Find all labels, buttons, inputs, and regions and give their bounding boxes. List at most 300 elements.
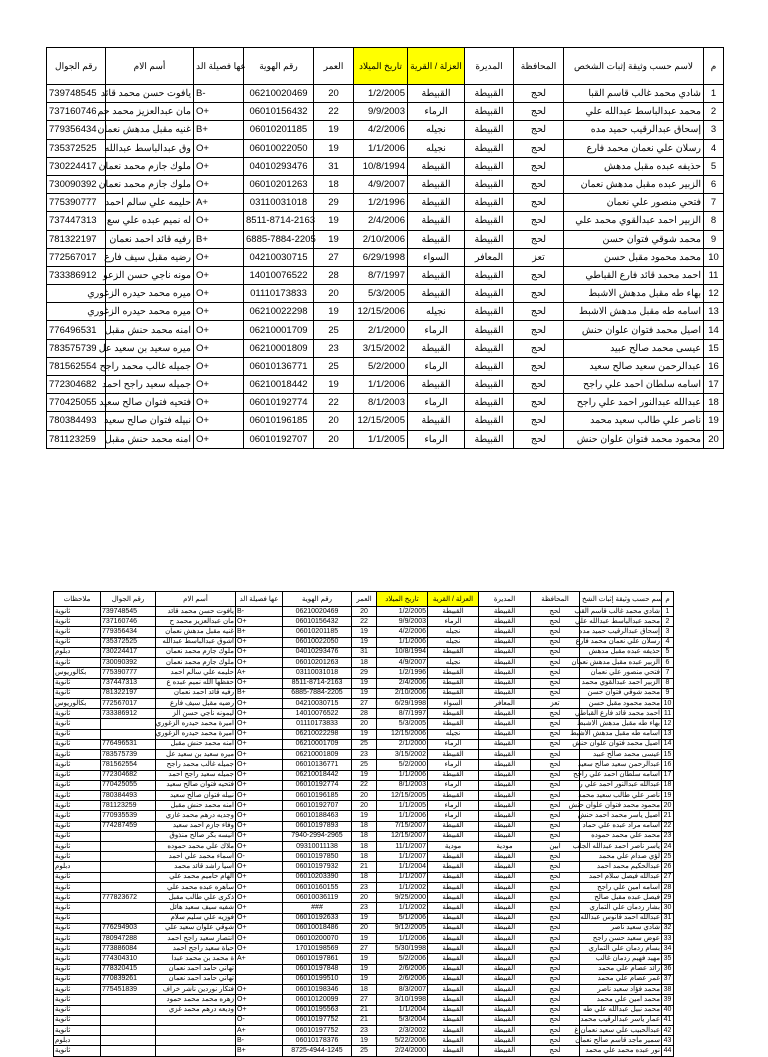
table-cell: 28 [314,266,354,284]
table-cell: ثانوية [54,934,101,944]
table-cell: حياة سعيد راجح احمد [156,944,236,954]
table-row [47,103,724,121]
table-cell: 19 [352,729,377,739]
table-cell: فتكار نوردين ناشر خراف [156,985,236,995]
table-cell: إسحاق عبدالرقيب حميد مده [580,627,662,637]
table-cell: 5 [662,647,674,657]
table-cell: O+ [236,719,283,729]
table-cell: لحج [514,430,564,448]
table-cell: القبيطة [479,944,531,954]
table-row [54,668,674,678]
table-cell: 1/1/2007 [377,852,428,862]
table-cell: O+ [236,882,283,892]
table-cell: 18 [352,985,377,995]
table-cell: 17010198569 [283,944,352,954]
table-cell: 1 [704,85,724,103]
table-cell: 43 [662,1036,674,1046]
table-cell: لحج [531,831,580,841]
table-cell: O+ [194,139,244,157]
table-cell: O+ [236,934,283,944]
table-cell: ثانوية [54,964,101,974]
table-cell: 5/1/2006 [377,913,428,923]
table-cell: لحج [531,770,580,780]
table-cell: احمد محمد قائد فارع القباطي [580,709,662,719]
table-cell: القبيطة [479,688,531,698]
table-row [54,617,674,627]
table-cell: ابين [531,842,580,852]
table-cell: 30 [662,903,674,913]
table-cell: لحج [531,739,580,749]
table-cell: القبيطة [479,1005,531,1015]
table-cell: 06010192707 [244,430,314,448]
table-cell: 20 [352,719,377,729]
table-cell: وفاء جازم احمد سعيد [156,821,236,831]
table-cell: ثانوية [54,954,101,964]
table-cell: القبيطة [465,357,514,375]
table-cell: 6 [704,175,724,193]
table-cell: بكالوريوس [54,698,101,708]
table-cell: 2/3/2002 [377,1025,428,1035]
table-cell: القبيطة [479,862,531,872]
table-cell: لحج [514,157,564,175]
table-cell [101,1046,156,1056]
table-cell: عبدالرحمن سعيد صالح سعيد [564,357,704,375]
table-cell: مان عبدالعزيز محمد ح [156,617,236,627]
table-cell: ثانوية [54,739,101,749]
table-cell [156,1046,236,1056]
table-cell: لحج [531,1005,580,1015]
table-cell: 06010036119 [283,893,352,903]
table-cell: لحج [531,790,580,800]
table-cell: ثانوية [54,750,101,760]
table-cell: القبيطة [428,995,479,1005]
table-cell: 33 [662,934,674,944]
table-cell: 773886084 [101,944,156,954]
table-cell: لحج [531,1015,580,1025]
column-header: سم حسب وثيقة إثبات الشخ [580,592,662,607]
table-cell: تهاني حامد احمد نعمان [156,964,236,974]
table-row [54,862,674,872]
table-cell: غمر عصام علي محمد [580,974,662,984]
table-cell: 16 [704,357,724,375]
table-cell: رضيه مقبل سيف فارع [106,248,194,266]
table-cell: القبيطة [428,678,479,688]
table-cell: القبيطة [408,175,465,193]
table-cell: لحج [531,668,580,678]
table-row [47,212,724,230]
column-header: عها فصيلة الد [236,592,283,607]
table-cell: 23 [352,882,377,892]
table-cell: القبيطة [428,790,479,800]
table-cell: محمد فؤاد سعيد ناصر [580,985,662,995]
table-cell: ملوك جازم محمد نعمان [156,647,236,657]
table-cell: محمد عبدالباسط عبدالله علي [580,617,662,627]
table-cell: القبيطة [479,872,531,882]
column-header: رقم الهوية [283,592,352,607]
table-cell: لحج [514,230,564,248]
table-cell: القبيطة [479,934,531,944]
table-cell: 15 [662,750,674,760]
table-cell: 3/15/2002 [377,750,428,760]
table-cell: 06210020469 [283,607,352,617]
column-header: م [704,48,724,85]
table-cell: محمد امين علي محمد [580,995,662,1005]
table-cell: 06010196185 [283,790,352,800]
table-cell: القبيطة [465,394,514,412]
table-cell: إسحاق عبدالرقيب حميد مده [564,121,704,139]
table-cell: 19 [314,230,354,248]
table-cell: لحج [531,1046,580,1056]
table-cell [101,1036,156,1046]
table-cell: 774287459 [101,821,156,831]
table-cell: 18 [704,394,724,412]
table-cell: 9/9/2003 [354,103,408,121]
table-cell: 3 [704,121,724,139]
table-cell: فيصل عبده مقبل صالح [580,893,662,903]
table-cell: مونه ناجي حسن الزعو [106,266,194,284]
column-header: العزلة / القرية [408,48,465,85]
table-cell: 1/1/2002 [377,882,428,892]
table-cell: القبيطة [465,212,514,230]
table-cell: 8511-8714-2163 [244,212,314,230]
table-cell: 8/7/1997 [377,709,428,719]
table-row [54,852,674,862]
table-cell: 1/1/2004 [377,1005,428,1015]
column-header: تاريخ الميلاد [377,592,428,607]
table-cell: فتحي منصور علي نعمان [580,668,662,678]
table-cell: ثانوية [54,617,101,627]
table-cell: ثانوية [54,913,101,923]
table-cell: O+ [236,944,283,954]
table-cell: القبيطة [479,995,531,1005]
table-cell: O+ [236,811,283,821]
table-cell: 06010178376 [283,1036,352,1046]
table-cell: ملاك علي محمد حموده [156,842,236,852]
table-cell: 12 [704,285,724,303]
column-header: لاسم حسب وثيقة إثبات الشخص [564,48,704,85]
table-cell: عيسى محمد صالح عبيد [580,750,662,760]
table-cell: O+ [236,862,283,872]
table-cell: 775451839 [101,985,156,995]
table-cell: 42 [662,1025,674,1035]
table-cell: القبيطة [479,801,531,811]
table-cell: 18 [352,852,377,862]
table-cell: لحج [514,303,564,321]
table-cell: ثانوية [54,709,101,719]
table-cell: O+ [236,647,283,657]
table-cell: حذيفه عبده مقبل مدهش [580,647,662,657]
table-cell: 10/8/1994 [354,157,408,175]
table-cell: 1/1/2004 [377,862,428,872]
table-cell: القبيطة [428,862,479,872]
table-cell: الزبير عبده مقبل مدهش نعمان [564,175,704,193]
table-cell: لحج [531,607,580,617]
table-cell: لحج [514,339,564,357]
table-cell: ثانوية [54,607,101,617]
table-cell: 19 [662,790,674,800]
table-cell: اصيل ياسر محمد احمد حنش [580,811,662,821]
table-cell: 20 [314,85,354,103]
table-row [54,750,674,760]
table-cell: 19 [352,637,377,647]
table-cell: الرماء [428,780,479,790]
table-cell: 35 [662,954,674,964]
table-cell: 06210001809 [283,750,352,760]
table-cell: O+ [236,729,283,739]
table-cell: انيسه بكر صالح منذوق [156,831,236,841]
table-cell: 1/1/2005 [354,430,408,448]
table-cell: 777823672 [101,893,156,903]
table-cell: 19 [352,811,377,821]
table-cell: الرماء [428,739,479,749]
table-cell: ناصر علي طالب سعيد محمد [580,790,662,800]
table-cell: القبيطة [428,1005,479,1015]
column-header: رقم الهوية [244,48,314,85]
table-cell: لحج [531,995,580,1005]
table-cell: ثانوية [54,974,101,984]
table-cell: ملوك جازم محمد نعمان [156,658,236,668]
table-cell: 19 [352,934,377,944]
table-cell: رضيه مقبل سيف فارع [156,698,236,708]
table-cell: القبيطة [465,194,514,212]
table-row [54,893,674,903]
table-cell: 27 [314,248,354,266]
table-cell: 40 [662,1005,674,1015]
table-cell: 21 [662,811,674,821]
table-header-row [47,48,724,85]
table-cell: 5/3/2005 [377,719,428,729]
table-cell: الرماء [428,760,479,770]
table-row [47,376,724,394]
table-cell: نبيله فتوان صالح سعيد [106,412,194,430]
table-cell: 19 [352,1036,377,1046]
table-cell: ثانوية [54,872,101,882]
table-cell: اسيا راشد قائد محمد [156,862,236,872]
table-cell: القبيطة [479,739,531,749]
table-cell: القبيطة [479,617,531,627]
table-cell: 23 [352,750,377,760]
table-cell: محمد علي محمد حموده [580,831,662,841]
table-cell: عبدالحكيم محمد احمد [580,862,662,872]
table-cell: 13 [662,729,674,739]
table-cell: القبيطة [408,85,465,103]
table-cell: الرماء [428,801,479,811]
table-cell: 06010022050 [283,637,352,647]
table-cell: ثانوية [54,760,101,770]
table-cell: B+ [194,121,244,139]
table-row [54,1025,674,1035]
table-cell: 27 [662,872,674,882]
table-row [54,698,674,708]
table-cell: لحج [531,617,580,627]
table-cell: 09310011138 [283,842,352,852]
table-cell: B- [194,85,244,103]
table-cell: نبيله فتوان صالح سعيد [156,790,236,800]
table-cell: لحج [531,964,580,974]
table-cell: 19 [352,954,377,964]
table-cell: 06210001709 [244,321,314,339]
table-cell: 770839261 [101,974,156,984]
table-cell: ثانوية [54,1025,101,1035]
table-row [54,985,674,995]
table-cell: لحج [514,285,564,303]
table-row [54,944,674,954]
table-header-row [54,592,674,607]
table-cell: 06010201263 [283,658,352,668]
table-cell: 17 [704,376,724,394]
table-cell: القبيطة [428,1015,479,1025]
table-cell: لحج [531,658,580,668]
table-cell: الرماء [408,103,465,121]
table-cell: رفيه قائد احمد نعمان [156,688,236,698]
table-cell: 2/1/2000 [354,321,408,339]
column-header: المديرة [465,48,514,85]
table-cell: 1/1/2006 [377,811,428,821]
table-cell: القبيطة [428,750,479,760]
table-cell: 783575739 [101,750,156,760]
table-row [54,882,674,892]
table-cell: القبيطة [465,321,514,339]
table-cell: ليمونه ناجي حسن الز [156,709,236,719]
table-cell: 36 [662,964,674,974]
table-cell: ثانوية [54,770,101,780]
table-cell: القبيطة [479,831,531,841]
table-cell [156,1015,236,1025]
table-cell: تعز [531,698,580,708]
table-cell: 23 [352,1025,377,1035]
table-cell: 1 [662,607,674,617]
table-cell: B- [236,607,283,617]
table-cell: اميرة محمد حيدره الزغوري [156,729,236,739]
table-cell: بكالوريوس [54,668,101,678]
table-cell: 772304682 [101,770,156,780]
table-cell: 20 [314,412,354,430]
table-cell [101,1015,156,1025]
table-cell: ثانوية [54,790,101,800]
table-cell: 06010192707 [283,801,352,811]
table-row [47,357,724,375]
table-cell: 776496531 [47,321,106,339]
table-cell: ثانوية [54,903,101,913]
table-cell [236,974,283,984]
table-cell: القبيطة [479,974,531,984]
table-cell: محمود محمد فتوان علوان حنش [580,801,662,811]
table-cell: 22 [352,780,377,790]
table-cell: مودية [479,842,531,852]
table-cell: القبيطة [428,1025,479,1035]
table-row [54,729,674,739]
table-row [47,266,724,284]
table-cell: O- [236,852,283,862]
table-cell: 19 [352,974,377,984]
table-cell: دبلوم [54,647,101,657]
table-cell: 18 [352,872,377,882]
table-cell: 775390777 [101,668,156,678]
table-cell: 20 [352,801,377,811]
table-cell: لحج [531,780,580,790]
table-row [47,321,724,339]
table-cell: O+ [236,709,283,719]
table-cell: 5/2/2000 [354,357,408,375]
table-cell: 770425055 [47,394,106,412]
table-cell: ثانوية [54,688,101,698]
table-cell: القبيطة [428,872,479,882]
table-cell: القبيطة [428,607,479,617]
table-cell: 730090392 [47,175,106,193]
table-row [54,780,674,790]
table-cell: السواء [428,698,479,708]
table-cell: O+ [194,430,244,448]
table-cell: ثانوية [54,678,101,688]
table-cell [101,995,156,1005]
table-row [47,85,724,103]
table-cell: الزبير احمد عبدالقوي محمد علي [564,212,704,230]
table-cell: امنه محمد حنش مقبل [156,801,236,811]
table-cell: 37 [662,974,674,984]
table-cell: 4/9/2007 [377,658,428,668]
table-row [47,248,724,266]
table-cell: 04210030715 [283,698,352,708]
table-cell: 5/22/2006 [377,1036,428,1046]
table-cell: 01110173833 [244,285,314,303]
table-cell: 739748545 [47,85,106,103]
table-cell: 29 [662,893,674,903]
table-cell: فتحيه فتوان صالح سعيد [156,780,236,790]
table-cell: 04010293476 [244,157,314,175]
table-cell: 21 [352,1005,377,1015]
table-row [54,760,674,770]
table-cell: القبيطة [428,688,479,698]
table-row [54,801,674,811]
table-cell: ثانوية [54,831,101,841]
table-cell: فوزيه علي سليم سلام [156,913,236,923]
table-cell: زهره محمد محمد حمود [156,995,236,1005]
table-cell: اسامه طه مقبل مدهش الاشبط [564,303,704,321]
table-cell: لحج [531,923,580,933]
table-cell: 06010201263 [244,175,314,193]
table-cell: 06010018486 [283,923,352,933]
data-table-top [46,47,724,449]
table-cell: 03110031018 [283,668,352,678]
table-cell: 733386912 [101,709,156,719]
table-cell: 20 [314,430,354,448]
table-cell: 1/1/2007 [377,872,428,882]
table-cell: 5/30/1998 [377,944,428,954]
table-cell: 2/10/2006 [377,688,428,698]
table-cell: 5/2/2000 [377,760,428,770]
table-row [47,194,724,212]
table-cell: القبيطة [479,821,531,831]
table-cell: محمد شوقي فتوان حسن [564,230,704,248]
table-cell: B+ [236,627,283,637]
table-cell: ميره محمد حيدره الزغوري [106,285,194,303]
table-cell: 2/24/2000 [377,1046,428,1056]
table-cell: ثانوية [54,658,101,668]
table-cell: O+ [194,285,244,303]
table-cell: 19 [352,770,377,780]
table-cell: ثانوية [54,821,101,831]
table-cell: القبيطة [479,719,531,729]
table-cell: القبيطة [465,339,514,357]
table-cell: القبيطة [479,790,531,800]
table-cell: شادي محمد غالب قاسم القب [580,607,662,617]
table-cell: 9/25/2000 [377,893,428,903]
table-cell: O+ [194,412,244,430]
table-cell: لحج [514,121,564,139]
table-cell [101,882,156,892]
table-cell: 25 [662,852,674,862]
table-cell: عبدالرحمن سعيد صالح سعيد [580,760,662,770]
